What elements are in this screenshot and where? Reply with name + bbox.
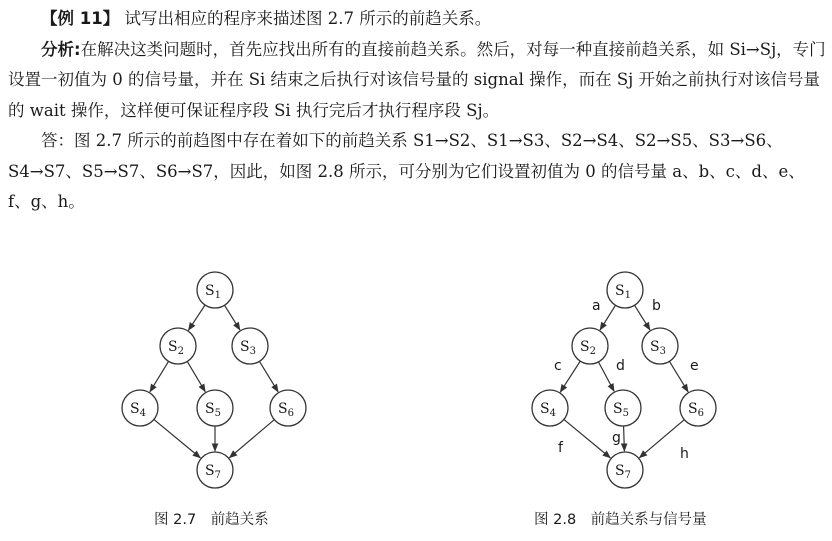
semaphore-label-h: h — [680, 446, 689, 462]
figure-precedence-semaphore — [510, 262, 740, 492]
node-s7 — [607, 452, 643, 488]
edge-S4-S7 — [564, 419, 610, 457]
node-s3 — [642, 328, 678, 364]
svg-text:S3: $S_3$ — [650, 339, 666, 357]
figure-2-8-graph — [510, 262, 740, 492]
node-s5 — [197, 390, 233, 426]
edge-S2-S4 — [150, 361, 169, 391]
example-paragraph — [8, 4, 826, 35]
edge-S1-S2 — [188, 305, 205, 330]
edge-S1-S3 — [635, 305, 650, 330]
node-s3 — [232, 328, 268, 364]
semaphore-label-e: e — [690, 358, 699, 374]
example-label: 【例 11】 — [41, 9, 120, 28]
semaphore-label-a: a — [592, 298, 601, 314]
edge-S2-S5 — [598, 362, 614, 391]
edge-S3-S6 — [259, 361, 278, 391]
node-s6 — [270, 390, 306, 426]
answer-text: 答：图 2.7 所示的前趋图中存在着如下的前趋关系 S1→S2、S1→S3、S2→S4、S2→S5、S3→S6、S4→S7、S5→S7、S6→S7，因此，如图 2.8 所示，可分别为它们设置初值为 0 的信号量 a、b、c、d、e、f、g、h。 — [8, 131, 805, 211]
figure-precedence-graph — [110, 262, 330, 492]
semaphore-label-f: f — [558, 440, 563, 456]
edge-S4-S7 — [154, 419, 200, 457]
edge-S1-S2 — [600, 305, 615, 330]
node-s4 — [532, 390, 568, 426]
svg-text:S1: $S_1$ — [615, 283, 631, 301]
svg-text:S2: $S_2$ — [580, 339, 596, 357]
figure-2-7-caption: 图 2.7 前趋关系 — [154, 512, 269, 528]
analysis-paragraph — [8, 35, 826, 127]
svg-text:S5: $S_5$ — [613, 401, 629, 419]
edge-S2-S4 — [560, 361, 580, 392]
semaphore-label-b: b — [652, 298, 661, 314]
semaphore-label-g: g — [612, 430, 621, 446]
svg-text:S5: $S_5$ — [205, 401, 221, 419]
svg-text:S7: $S_7$ — [615, 463, 631, 481]
svg-text:S6: $S_6$ — [688, 401, 704, 419]
edge-S1-S3 — [225, 305, 240, 330]
figure-2-8-caption: 图 2.8 前趋关系与信号量 — [534, 512, 707, 528]
svg-text:S1: $S_1$ — [205, 283, 221, 301]
svg-text:S4: $S_4$ — [130, 401, 146, 419]
svg-text:S7: $S_7$ — [205, 463, 221, 481]
example-text: 试写出相应的程序来描述图 2.7 所示的前趋关系。 — [124, 9, 492, 28]
svg-text:S4: $S_4$ — [540, 401, 556, 419]
edge-S5-S7 — [624, 426, 625, 451]
svg-text:S3: $S_3$ — [240, 339, 256, 357]
figure-2-7-graph — [110, 262, 330, 492]
svg-text:S6: $S_6$ — [278, 401, 294, 419]
analysis-text: 在解决这类问题时，首先应找出所有的直接前趋关系。然后，对每一种直接前趋关系，如 Si→Sj，专门设置一初值为 0 的信号量，并在 Si 结束之后执行对该信号量的 signal 操作，而在 Sj 开始之前执行对该信号量的 wait 操作，这样便可保证程序段 Si 执行完后才执行程序段 Sj。 — [8, 39, 826, 120]
node-s5 — [605, 390, 641, 426]
edge-S2-S5 — [187, 361, 205, 391]
node-s1 — [607, 272, 643, 308]
node-s4 — [122, 390, 158, 426]
edge-S3-S6 — [669, 361, 688, 391]
body-text — [8, 4, 826, 218]
semaphore-label-d: d — [616, 358, 625, 374]
answer-paragraph — [8, 126, 826, 218]
node-s6 — [680, 390, 716, 426]
node-s2 — [160, 328, 196, 364]
node-s1 — [197, 272, 233, 308]
svg-text:S2: $S_2$ — [168, 339, 184, 357]
edge-S6-S7 — [639, 420, 684, 458]
semaphore-label-c: c — [554, 358, 562, 374]
analysis-label: 分析: — [41, 39, 81, 59]
node-s7 — [197, 452, 233, 488]
edge-S6-S7 — [229, 420, 274, 458]
node-s2 — [572, 328, 608, 364]
